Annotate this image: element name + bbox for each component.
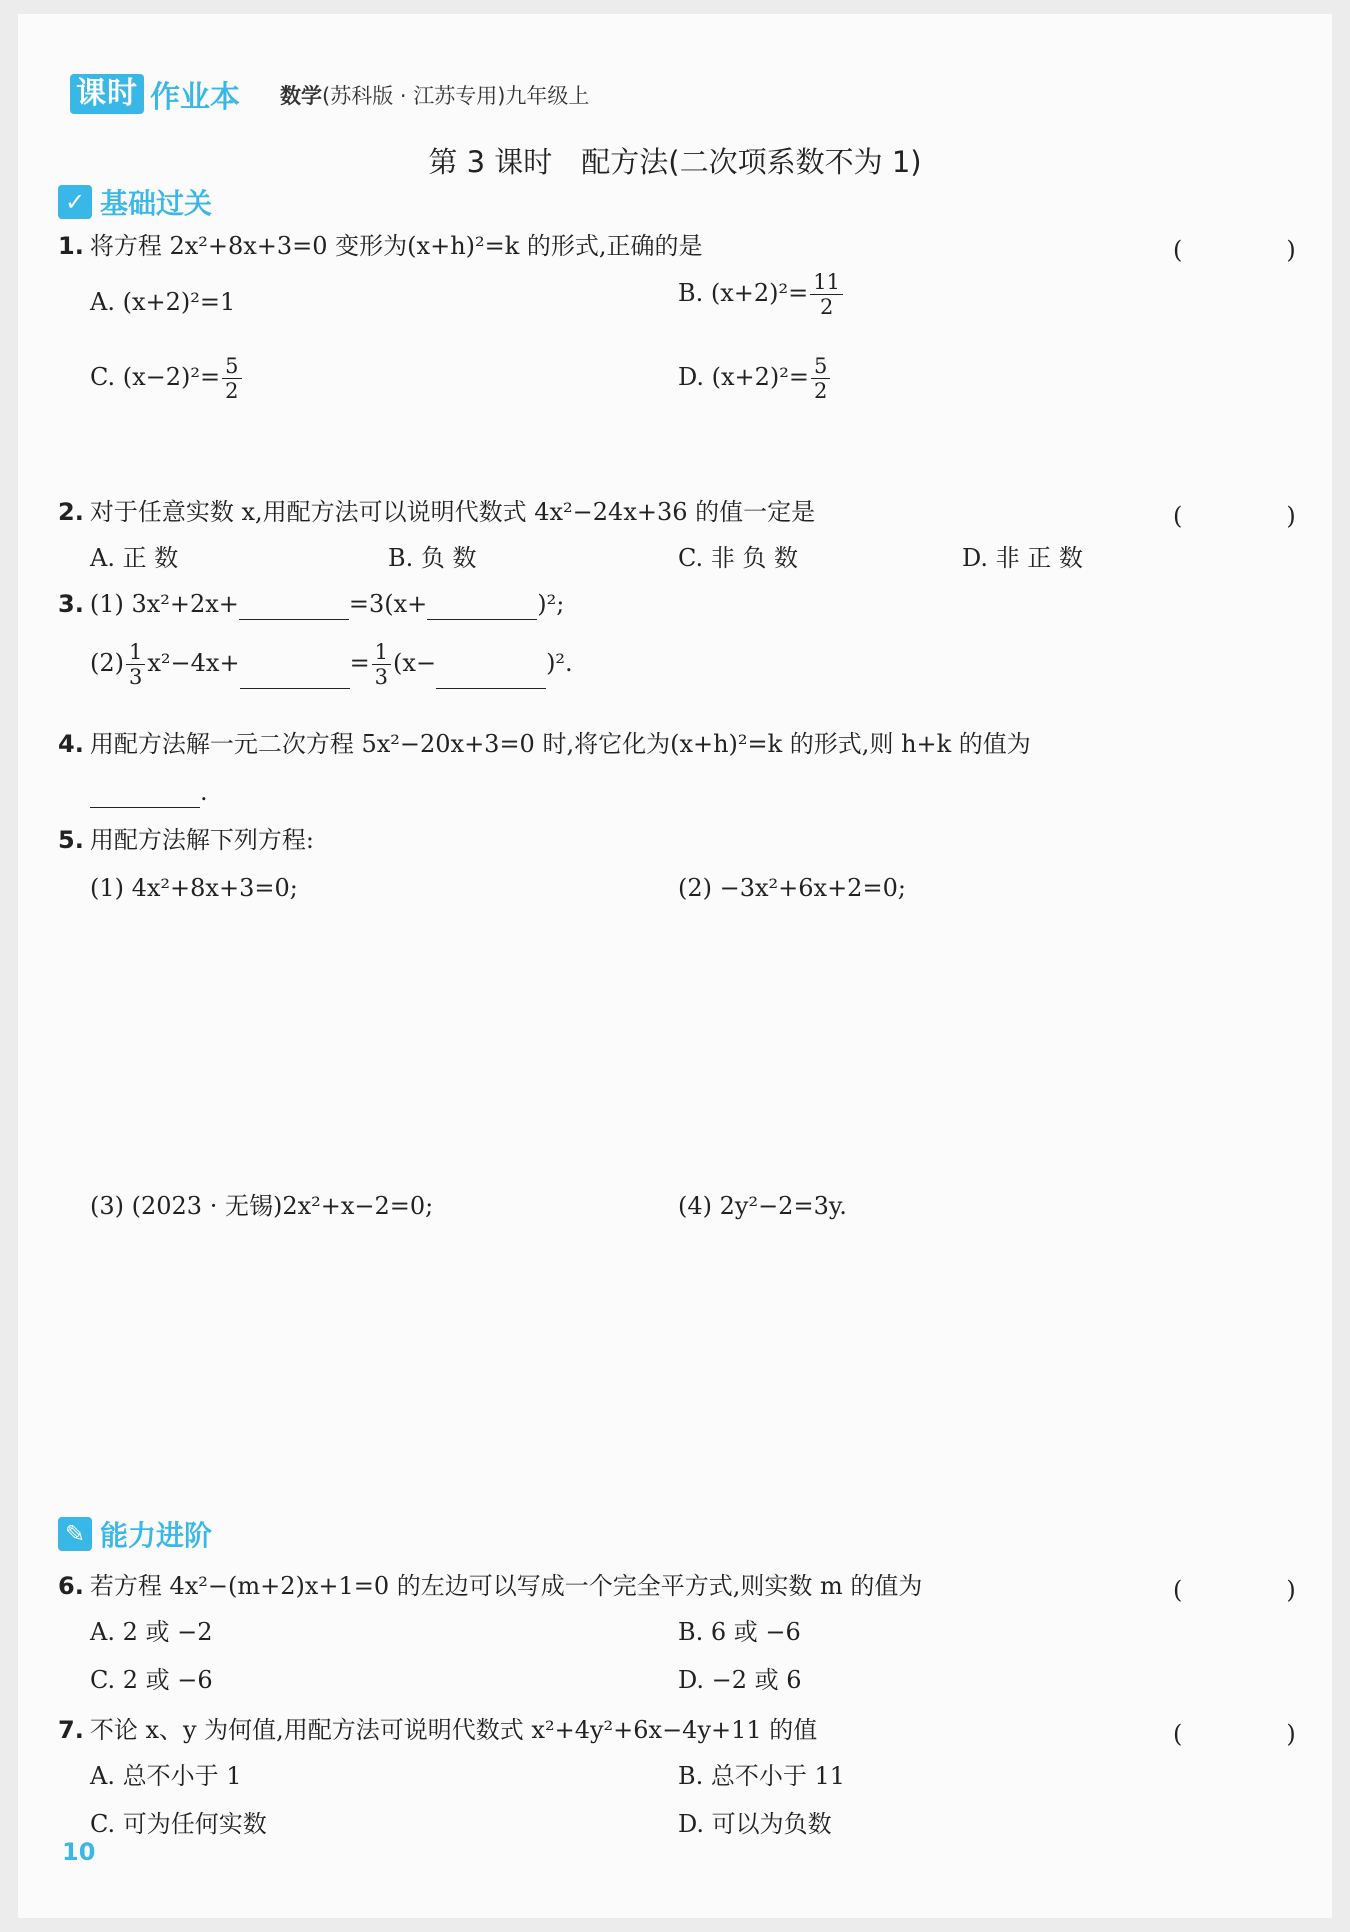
option-d[interactable] xyxy=(678,354,832,403)
section-basic-label: 基础过关 xyxy=(100,187,213,220)
expression: = xyxy=(349,649,370,677)
denominator: 3 xyxy=(129,665,143,689)
part-label: (2) xyxy=(90,649,124,677)
logo-text: 作业本 xyxy=(150,80,240,115)
question-number: 1. xyxy=(58,232,84,260)
option-d[interactable]: D. −2 或 6 xyxy=(678,1666,802,1694)
question-5-part-3: (3) (2023 · 无锡)2x²+x−2=0; xyxy=(90,1192,434,1220)
fraction xyxy=(811,354,830,403)
option-c[interactable]: C. 非 负 数 xyxy=(678,544,799,572)
expression: )²; xyxy=(537,590,565,618)
numerator: 11 xyxy=(810,270,843,295)
question-text: 将方程 2x²+8x+3=0 变形为(x+h)²=k 的形式,正确的是 xyxy=(89,232,703,260)
denominator: 2 xyxy=(814,379,828,403)
page-number: 10 xyxy=(62,1838,96,1866)
option-b[interactable]: B. 负 数 xyxy=(388,544,477,572)
option-c[interactable]: C. 可为任何实数 xyxy=(90,1810,267,1838)
question-2 xyxy=(58,496,815,528)
fill-blank[interactable] xyxy=(239,595,349,620)
question-6 xyxy=(58,1570,922,1602)
fill-blank[interactable] xyxy=(427,595,537,620)
option-d-text: D. (x+2)²= xyxy=(678,363,810,391)
option-b-text: B. (x+2)²= xyxy=(678,279,809,307)
question-number: 2. xyxy=(58,498,84,526)
question-number: 3. xyxy=(58,590,84,618)
option-d[interactable]: D. 可以为负数 xyxy=(678,1810,832,1838)
expression: (x− xyxy=(393,649,437,677)
question-number: 5. xyxy=(58,826,84,854)
fill-blank[interactable] xyxy=(90,783,200,808)
option-a[interactable]: A. 总不小于 1 xyxy=(90,1762,242,1790)
subject-edition: (苏科版 · 江苏专用)九年级上 xyxy=(322,84,590,108)
numerator: 5 xyxy=(811,354,830,379)
expression: x²−4x+ xyxy=(147,649,240,677)
fraction xyxy=(222,354,241,403)
question-text: 用配方法解下列方程: xyxy=(89,826,314,854)
denominator: 2 xyxy=(225,379,239,403)
section-advanced xyxy=(58,1514,212,1554)
numerator: 5 xyxy=(222,354,241,379)
answer-bracket[interactable]: ( ) xyxy=(1173,1720,1336,1748)
question-5-part-2: (2) −3x²+6x+2=0; xyxy=(678,874,906,902)
question-number: 6. xyxy=(58,1572,84,1600)
option-c[interactable] xyxy=(90,354,244,403)
expression: (1) 3x²+2x+ xyxy=(89,590,239,618)
answer-bracket[interactable]: ( ) xyxy=(1173,1576,1336,1604)
series-logo xyxy=(70,72,240,116)
question-5-part-4: (4) 2y²−2=3y. xyxy=(678,1192,847,1220)
subject-name: 数学 xyxy=(280,84,322,108)
subject-line xyxy=(280,80,589,110)
option-d[interactable]: D. 非 正 数 xyxy=(962,544,1083,572)
question-text: 不论 x、y 为何值,用配方法可说明代数式 x²+4y²+6x−4y+11 的值 xyxy=(89,1716,818,1744)
question-3-part-1 xyxy=(58,588,564,620)
logo-mark: 课时 xyxy=(70,74,144,114)
option-a[interactable]: A. 2 或 −2 xyxy=(90,1618,213,1646)
question-number: 4. xyxy=(58,730,84,758)
fill-blank[interactable] xyxy=(436,664,546,689)
question-text: 对于任意实数 x,用配方法可以说明代数式 4x²−24x+36 的值一定是 xyxy=(89,498,816,526)
numerator: 1 xyxy=(126,640,145,665)
question-1 xyxy=(58,230,703,262)
section-advanced-label: 能力进阶 xyxy=(100,1519,213,1552)
question-text: 若方程 4x²−(m+2)x+1=0 的左边可以写成一个完全平方式,则实数 m 的值为 xyxy=(89,1572,923,1600)
option-b[interactable] xyxy=(678,270,845,319)
question-5-part-1: (1) 4x²+8x+3=0; xyxy=(90,874,298,902)
question-4 xyxy=(58,728,1031,760)
fill-blank[interactable] xyxy=(240,664,350,689)
checkmark-icon: ✓ xyxy=(58,185,92,219)
question-text: 用配方法解一元二次方程 5x²−20x+3=0 时,将它化为(x+h)²=k 的形式,则 h+k 的值为 xyxy=(89,730,1031,758)
pencil-icon: ✎ xyxy=(58,1517,92,1551)
option-b[interactable]: B. 总不小于 11 xyxy=(678,1762,846,1790)
option-a[interactable]: A. (x+2)²=1 xyxy=(90,288,236,316)
lesson-title: 第 3 课时 配方法(二次项系数不为 1) xyxy=(428,145,922,179)
answer-bracket[interactable]: ( ) xyxy=(1173,236,1336,264)
fraction xyxy=(126,640,145,689)
section-basic xyxy=(58,182,212,222)
option-b[interactable]: B. 6 或 −6 xyxy=(678,1618,801,1646)
fraction xyxy=(372,640,391,689)
answer-bracket[interactable]: ( ) xyxy=(1173,502,1336,530)
option-c-text: C. (x−2)²= xyxy=(90,363,221,391)
question-7 xyxy=(58,1714,817,1746)
expression: )². xyxy=(546,649,573,677)
fraction xyxy=(810,270,843,319)
option-a[interactable]: A. 正 数 xyxy=(90,544,179,572)
question-number: 7. xyxy=(58,1716,84,1744)
numerator: 1 xyxy=(372,640,391,665)
denominator: 2 xyxy=(819,295,834,319)
expression: =3(x+ xyxy=(348,590,428,618)
question-3-part-2 xyxy=(90,640,573,689)
workbook-page xyxy=(18,14,1336,1918)
denominator: 3 xyxy=(374,665,389,689)
punctuation: . xyxy=(200,778,208,806)
question-4-answer xyxy=(90,776,208,808)
question-5 xyxy=(58,824,314,856)
option-c[interactable]: C. 2 或 −6 xyxy=(90,1666,213,1694)
